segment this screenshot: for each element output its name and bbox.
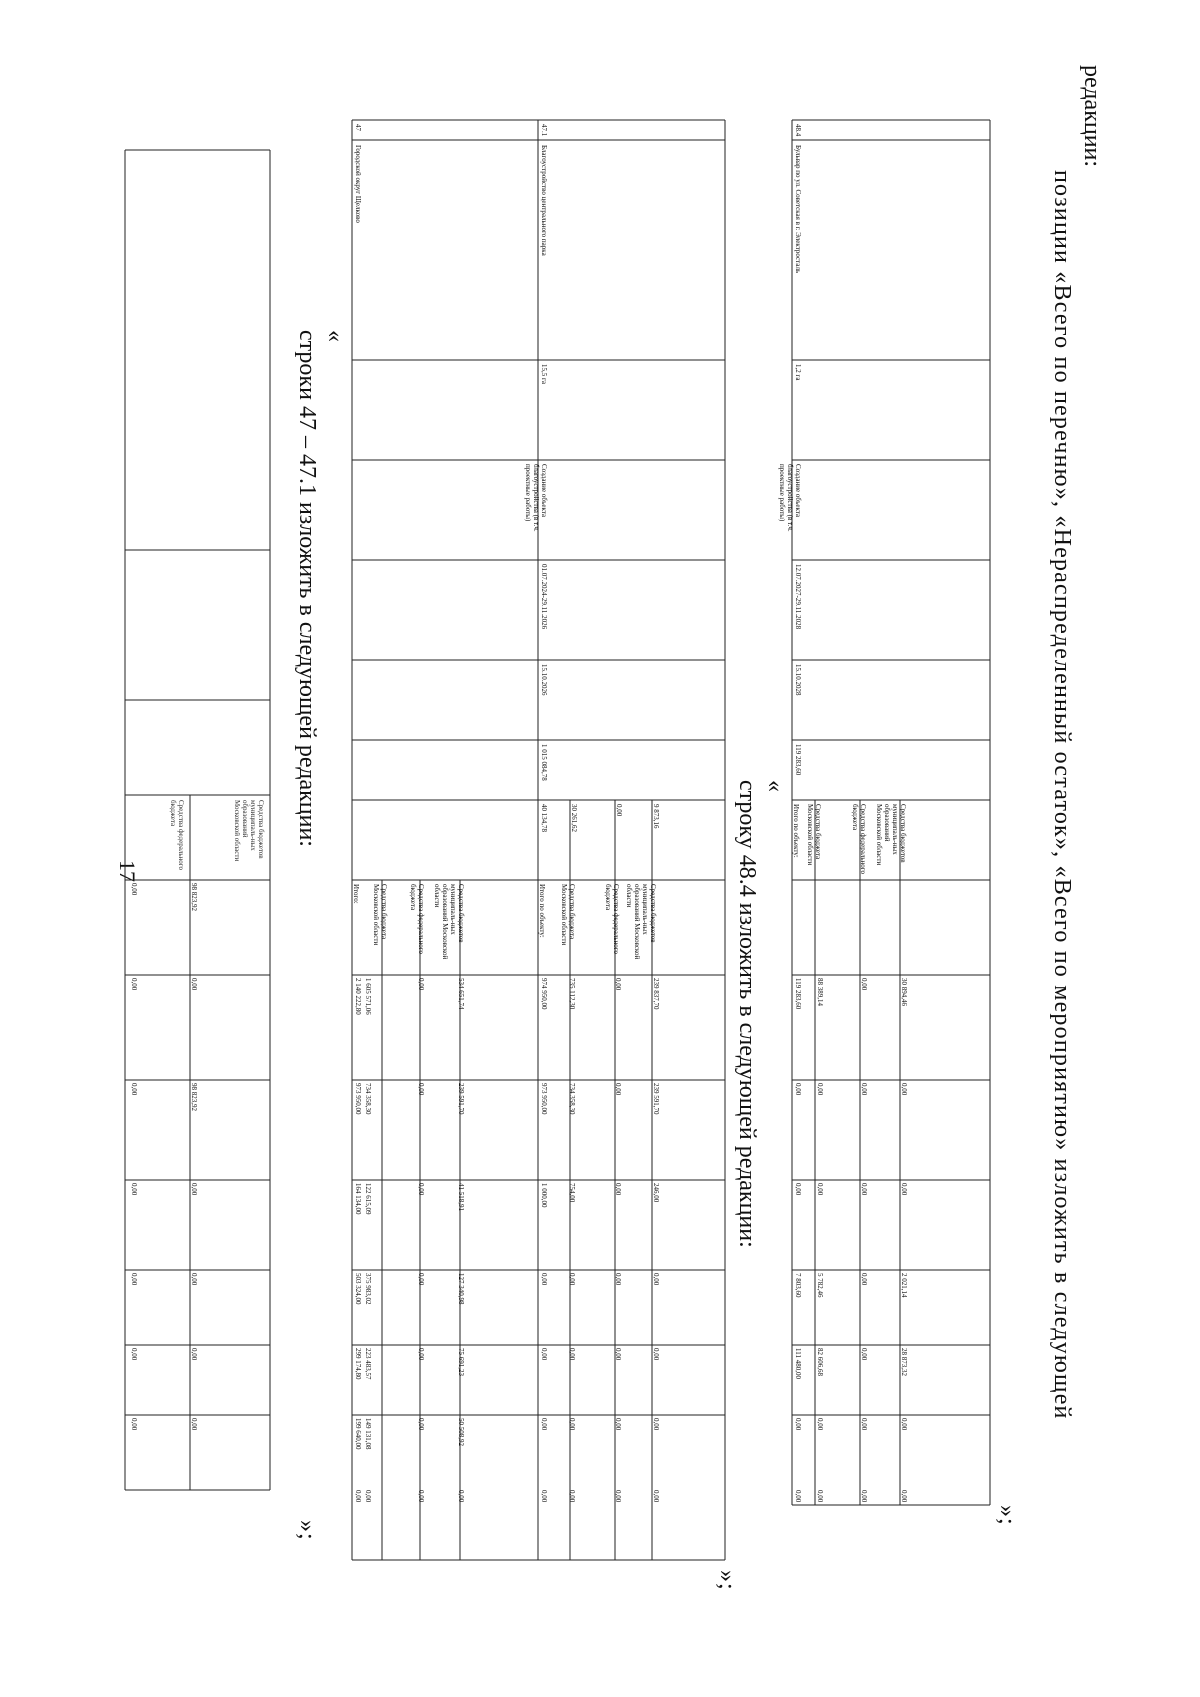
- top-fragment-value-r0-c3: 0,00: [130, 1183, 138, 1196]
- top-fragment-value-r1-c2: 98 823,92: [190, 1083, 198, 1111]
- row-47-value-r0-c0: 2 140 222,80: [354, 978, 362, 1015]
- row-47-value-r0-c4: 299 174,80: [354, 1348, 362, 1380]
- top-fragment-value-r0-c0: 0,00: [130, 883, 138, 896]
- row-484-value-r1-c3: 5 782,46: [816, 1273, 824, 1298]
- row-471-value-r2-c2: 0,00: [614, 1183, 622, 1196]
- row-484-value-r0-c4: 111 480,00: [794, 1348, 802, 1379]
- row-47-value-r0-c2: 164 134,00: [354, 1183, 362, 1215]
- row-484-value-r2-c4: 0,00: [860, 1348, 868, 1361]
- row-471-value-r3-c1: 239 591,70: [652, 1083, 660, 1115]
- row-471-source-municipal: Средства бюджетов муниципаль-ных образований Московской области: [625, 884, 657, 960]
- row-47-value-r2-c0: 0,00: [417, 978, 425, 991]
- row-47-value-r3-c5: 50 508,92: [457, 1418, 465, 1446]
- row-471-value-r2-c0: 0,00: [614, 978, 622, 991]
- row-484-source-total: Итого по объекту:: [792, 804, 800, 858]
- row-484-source-municipal: Средства бюджетов муниципаль-ных образований Московской области: [875, 804, 907, 866]
- row-484-end: 15.10.2028: [794, 664, 802, 696]
- row-47-value-r0-c5: 199 640,00: [354, 1418, 362, 1450]
- top-fragment-value-r0-c5: 0,00: [130, 1348, 138, 1361]
- top-fragment-value-r0-c2: 0,00: [130, 1083, 138, 1096]
- row-484-value-r0-c0: 119 283,60: [794, 978, 802, 1010]
- row-484-value-r2-c0: 0,00: [860, 978, 868, 991]
- closing-text-line-2: редакции:: [1079, 65, 1105, 168]
- row-471-source-federal: Средства федерального бюджета: [604, 884, 620, 954]
- row-484-value-r1-c4: 82 606,68: [816, 1348, 824, 1376]
- row-471-name: Благоустройство центрального парка: [540, 145, 548, 256]
- row-484-value-r3-c5: 0,00: [900, 1418, 908, 1431]
- row-471-value-r0-c0: 974 950,00: [540, 978, 548, 1010]
- row-471-value-r3-c6: 0,00: [652, 1490, 660, 1503]
- row-47-value-r1-c4: 223 483,57: [364, 1348, 372, 1380]
- row-47-source-federal: Средства федерального бюджета: [409, 884, 425, 954]
- row-471-value-r0-c3: 0,00: [540, 1273, 548, 1286]
- row-47-value-r1-c0: 1 605 571,06: [364, 978, 372, 1015]
- top-fragment-value-r0-c6: 0,00: [130, 1418, 138, 1431]
- row-471-value-r1-c4: 0,00: [568, 1348, 576, 1361]
- top-fragment-value-r1-c1: 0,00: [190, 978, 198, 991]
- row-471-value-r1-c3: 0,00: [568, 1273, 576, 1286]
- top-fragment-value-r1-c3: 0,00: [190, 1183, 198, 1196]
- top-fragment-label-federal: Средства федерального бюджета: [169, 800, 185, 870]
- row-471-value-r1-c2: 754,00: [568, 1183, 576, 1203]
- row-47-value-r2-c1: 0,00: [417, 1083, 425, 1096]
- row-471-value-r1-c0: 735 112,30: [568, 978, 576, 1010]
- row-47-number: 47: [354, 124, 362, 131]
- row-484-power: 1,2 га: [794, 364, 802, 381]
- row-47-value-r1-c1: 734 358,30: [364, 1083, 372, 1115]
- row-47-value-r0-c6: 0,00: [354, 1490, 362, 1503]
- row-471-value-r0-c1: 973 950,00: [540, 1083, 548, 1115]
- row-484-value-r1-c1: 0,00: [816, 1083, 824, 1096]
- row-484-value-r1-c2: 0,00: [816, 1183, 824, 1196]
- row-484-work: Создание объекта благоустройства (в т.ч. проектные работы): [778, 464, 802, 532]
- row-484-period: 12.07.2027-29.11.2028: [794, 564, 802, 630]
- row-484-value-r0-c2: 0,00: [794, 1183, 802, 1196]
- row-484-cost: 119 283,60: [794, 744, 802, 776]
- row-484-value-r3-c2: 0,00: [900, 1183, 908, 1196]
- row-471-financed-federal: 0,00: [615, 804, 623, 817]
- row-47-source-regional: Средства бюджета Московской области: [372, 884, 388, 946]
- row-471-value-r1-c5: 0,00: [568, 1418, 576, 1431]
- section-b-open-mark: «: [762, 780, 788, 793]
- closing-text-line-1: позиции «Всего по перечню», «Нераспределенный остаток», «Всего по мероприятию» изложить в следующей: [1049, 170, 1075, 1420]
- top-fragment-value-r0-c4: 0,00: [130, 1273, 138, 1286]
- row-484-source-federal: Средства федерального бюджета: [851, 804, 867, 874]
- row-471-value-r2-c6: 0,00: [614, 1490, 622, 1503]
- row-484-value-r2-c1: 0,00: [860, 1083, 868, 1096]
- row-471-financed-total: 40 134,78: [540, 804, 548, 832]
- top-fragment-value-r0-c1: 0,00: [130, 978, 138, 991]
- row-484-value-r0-c1: 0,00: [794, 1083, 802, 1096]
- row-471-financed-municipal: 9 873,16: [652, 804, 660, 829]
- row-471-source-regional: Средства бюджета Московской области: [560, 884, 576, 946]
- row-471-source-total: Итого по объекту:: [538, 884, 546, 938]
- row-484-value-r1-c0: 88 389,14: [816, 978, 824, 1006]
- row-47-source-total: Итого:: [352, 884, 360, 904]
- row-471-power: 15,5 га: [540, 364, 548, 384]
- row-471-value-r2-c3: 0,00: [614, 1273, 622, 1286]
- top-fragment-label-municipal: Средства бюджетов муниципаль-ных образований Московской области: [233, 800, 265, 862]
- row-484-value-r1-c6: 0,00: [816, 1490, 824, 1503]
- row-47-value-r0-c1: 973 950,00: [354, 1083, 362, 1115]
- row-484-value-r3-c6: 0,00: [900, 1490, 908, 1503]
- row-484-source-regional: Средства бюджета Московской области: [806, 804, 822, 866]
- row-471-cost: 1 015 084,78: [540, 744, 548, 781]
- row-484-value-r1-c5: 0,00: [816, 1418, 824, 1431]
- row-47-value-r3-c2: 41 518,91: [457, 1183, 465, 1211]
- section-b-closing-mark: »;: [994, 1505, 1020, 1526]
- row-484-value-r3-c4: 28 873,32: [900, 1348, 908, 1376]
- row-47-value-r1-c3: 375 983,02: [364, 1273, 372, 1305]
- row-471-work: Создание объекта благоустройства (в т.ч. проектные работы): [524, 464, 548, 532]
- section-a-open-mark: «: [322, 330, 348, 343]
- row-484-value-r2-c3: 0,00: [860, 1273, 868, 1286]
- row-47-value-r1-c2: 122 615,09: [364, 1183, 372, 1215]
- top-fragment-value-r1-c0: 98 823,92: [190, 883, 198, 911]
- top-fragment-value-r1-c6: 0,00: [190, 1418, 198, 1431]
- row-471-value-r2-c5: 0,00: [614, 1418, 622, 1431]
- row-471-financed-regional: 30 261,62: [570, 804, 578, 832]
- row-471-value-r3-c4: 0,00: [652, 1348, 660, 1361]
- row-47-value-r2-c6: 0,00: [417, 1490, 425, 1503]
- row-471-value-r0-c2: 1 000,00: [540, 1183, 548, 1208]
- row-47-value-r1-c6: 0,00: [364, 1490, 372, 1503]
- row-471-value-r2-c4: 0,00: [614, 1348, 622, 1361]
- row-471-number: 47.1: [540, 124, 548, 137]
- row-47-value-r2-c3: 0,00: [417, 1273, 425, 1286]
- row-471-value-r3-c3: 0,00: [652, 1273, 660, 1286]
- top-fragment-closing-mark: »;: [294, 1520, 320, 1541]
- row-47-value-r1-c5: 149 131,08: [364, 1418, 372, 1450]
- row-484-value-r2-c6: 0,00: [860, 1490, 868, 1503]
- row-47-name: Городской округ Щелково: [354, 145, 362, 223]
- section-a-closing-mark: »;: [714, 1570, 740, 1591]
- row-47-value-r3-c3: 127 340,98: [457, 1273, 465, 1305]
- row-471-value-r3-c0: 239 837,70: [652, 978, 660, 1010]
- section-b-heading: строку 48.4 изложить в следующей редакции:: [734, 780, 760, 1248]
- row-47-value-r3-c0: 534 651,74: [457, 978, 465, 1010]
- page-number: 17: [115, 860, 140, 882]
- row-471-value-r1-c1: 734 358,30: [568, 1083, 576, 1115]
- row-471-value-r3-c2: 246,00: [652, 1183, 660, 1203]
- row-47-value-r3-c4: 75 691,23: [457, 1348, 465, 1376]
- row-47-value-r2-c2: 0,00: [417, 1183, 425, 1196]
- top-fragment-value-r1-c5: 0,00: [190, 1348, 198, 1361]
- row-484-value-r3-c3: 2 021,14: [900, 1273, 908, 1298]
- row-484-value-r3-c1: 0,00: [900, 1083, 908, 1096]
- section-a-heading: строки 47 – 47.1 изложить в следующей редакции:: [294, 330, 320, 847]
- row-484-value-r2-c5: 0,00: [860, 1418, 868, 1431]
- row-484-value-r0-c5: 0,00: [794, 1418, 802, 1431]
- row-471-value-r0-c6: 0,00: [540, 1490, 548, 1503]
- row-471-end: 15.10.2026: [540, 664, 548, 696]
- row-471-value-r3-c5: 0,00: [652, 1418, 660, 1431]
- row-471-period: 01.07.2024-29.11.2026: [540, 564, 548, 630]
- top-fragment-value-r1-c4: 0,00: [190, 1273, 198, 1286]
- row-484-value-r3-c0: 30 894,46: [900, 978, 908, 1006]
- row-47-value-r3-c1: 239 591,70: [457, 1083, 465, 1115]
- row-471-value-r0-c4: 0,00: [540, 1348, 548, 1361]
- row-47-value-r3-c6: 0,00: [457, 1490, 465, 1503]
- row-484-value-r0-c3: 7 803,60: [794, 1273, 802, 1298]
- row-471-value-r2-c1: 0,00: [614, 1083, 622, 1096]
- row-484-value-r0-c6: 0,00: [794, 1490, 802, 1503]
- row-47-value-r2-c5: 0,00: [417, 1418, 425, 1431]
- row-484-name: Бульвар по ул. Советская в г. Электросталь: [794, 145, 802, 274]
- row-47-source-municipal: Средства бюджетов муниципаль-ных образований Московской области: [433, 884, 465, 960]
- row-47-value-r2-c4: 0,00: [417, 1348, 425, 1361]
- row-484-value-r2-c2: 0,00: [860, 1183, 868, 1196]
- row-484-number: 48.4: [794, 124, 802, 137]
- row-471-value-r1-c6: 0,00: [568, 1490, 576, 1503]
- row-47-value-r0-c3: 503 324,00: [354, 1273, 362, 1305]
- row-471-value-r0-c5: 0,00: [540, 1418, 548, 1431]
